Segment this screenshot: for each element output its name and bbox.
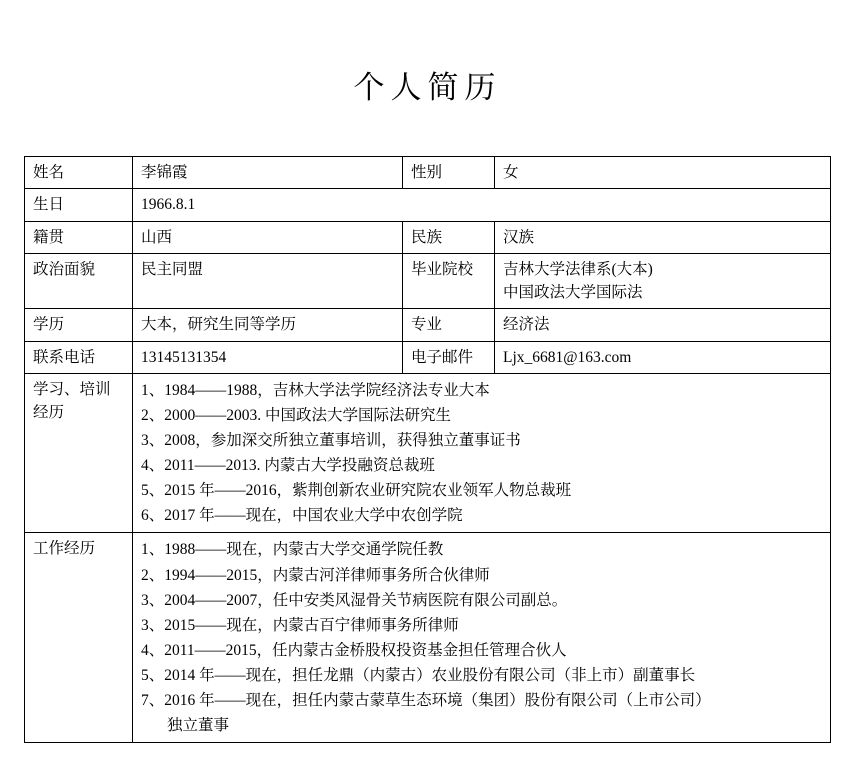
- table-row-work: [25, 533, 831, 743]
- list-item-continuation: 独立董事: [167, 717, 230, 735]
- list-item: 7、2016 年——现在，担任内蒙古蒙草生态环境（集团）股份有限公司（上市公司）: [141, 692, 711, 710]
- list-item: 2、1994——2015，内蒙古河洋律师事务所合伙律师: [141, 566, 490, 584]
- political-value: 民主同盟: [133, 253, 403, 309]
- table-row-political: [25, 253, 831, 309]
- hometown-value: 山西: [133, 221, 403, 253]
- study-label: [25, 373, 133, 533]
- work-label: 工作经历: [25, 533, 133, 743]
- table-row-hometown: [25, 221, 831, 253]
- name-value: 李锦霞: [133, 157, 403, 189]
- list-item: 3、2004——2007，任中安类风湿骨关节病医院有限公司副总。: [141, 591, 568, 609]
- list-item: 3、2008，参加深交所独立董事培训，获得独立董事证书: [141, 431, 521, 449]
- ethnicity-value: 汉族: [495, 221, 831, 253]
- table-row-contact: [25, 341, 831, 373]
- study-label-line1: 学习、培训: [33, 380, 111, 398]
- list-item: 2、2000——2003. 中国政法大学国际法研究生: [141, 406, 452, 424]
- ethnicity-label: 民族: [403, 221, 495, 253]
- table-row-education: [25, 309, 831, 341]
- list-item: 4、2011——2013. 内蒙古大学投融资总裁班: [141, 457, 435, 475]
- email-label: 电子邮件: [403, 341, 495, 373]
- education-label: 学历: [25, 309, 133, 341]
- list-item: 1、1984——1988，吉林大学法学院经济法专业大本: [141, 381, 490, 399]
- major-value: 经济法: [495, 309, 831, 341]
- political-label: 政治面貌: [25, 253, 133, 309]
- email-value: Ljx_6681@163.com: [495, 341, 831, 373]
- list-item: 5、2015 年——2016，紫荆创新农业研究院农业领军人物总裁班: [141, 482, 572, 500]
- list-item: 1、1988——现在，内蒙古大学交通学院任教: [141, 541, 444, 559]
- school-value-line1: 吉林大学法律系(大本): [503, 260, 653, 278]
- list-item: 5、2014 年——现在，担任龙鼎（内蒙古）农业股份有限公司（非上市）副董事长: [141, 666, 696, 684]
- list-item: 4、2011——2015，任内蒙古金桥股权投资基金担任管理合伙人: [141, 641, 567, 659]
- school-label: 毕业院校: [403, 253, 495, 309]
- table-row-birth: [25, 189, 831, 221]
- page-title: 个人简历: [353, 70, 502, 105]
- list-item: 3、2015——现在，内蒙古百宁律师事务所律师: [141, 616, 459, 634]
- name-label: 姓名: [25, 157, 133, 189]
- study-label-line2: 经历: [33, 404, 65, 421]
- resume-table: [24, 156, 831, 743]
- school-value-line2: 中国政法大学国际法: [503, 284, 643, 301]
- gender-value: 女: [495, 157, 831, 189]
- phone-value: 13145131354: [133, 341, 403, 373]
- phone-label: 联系电话: [25, 341, 133, 373]
- birth-value: 1966.8.1: [133, 189, 831, 221]
- study-items-list: [133, 373, 831, 533]
- list-item: 6、2017 年——现在，中国农业大学中农创学院: [141, 507, 463, 525]
- gender-label: 性别: [403, 157, 495, 189]
- table-row-name: [25, 157, 831, 189]
- resume-table-wrapper: [24, 156, 831, 743]
- birth-label: 生日: [25, 189, 133, 221]
- table-row-study: [25, 373, 831, 533]
- work-items-list: [133, 533, 831, 743]
- education-value: 大本，研究生同等学历: [133, 309, 403, 341]
- major-label: 专业: [403, 309, 495, 341]
- hometown-label: 籍贯: [25, 221, 133, 253]
- school-value: [495, 253, 831, 309]
